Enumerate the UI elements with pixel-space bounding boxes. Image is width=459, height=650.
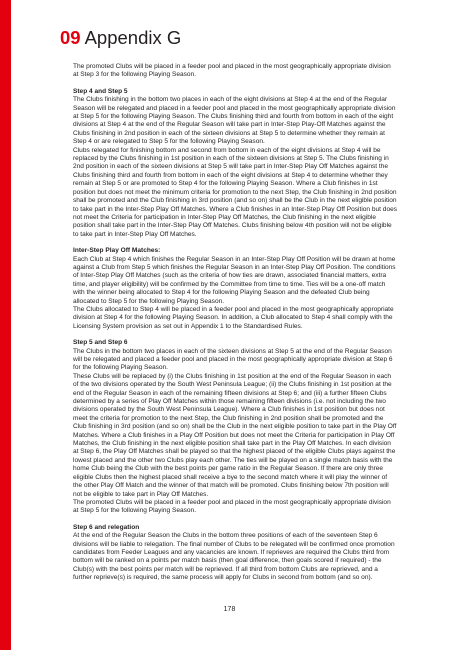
paragraph: At the end of the Regular Season the Clubs in the bottom three positions of each of the seventeen Step 6 divisions will be liable to relegation. The final number of Clubs to be relegated will be confirmed once promotion candidates from Feeder Leagues and any vacancies are known. If reprieves are required the Clubs third from bottom will be ranked on a points per match basis (then goal difference, then goals scored if required) - the Club(s) with the best points per match will be reprieved. If all third from bottom Clubs are reprieved, and a further reprieve(s) is required, the same process will apply for Clubs in second from bottom (and so on). xyxy=(73,532,395,582)
section-heading-step6-relegation: Step 6 and relegation xyxy=(73,523,140,531)
section-heading-step4-step5: Step 4 and Step 5 xyxy=(73,87,128,95)
document-body xyxy=(73,63,397,583)
paragraph: The Clubs in the bottom two places in each of the sixteen divisions at Step 5 at the end of the Regular Season will be relegated and placed a feeder pool and placed in the most geographically appropriate division at Step 6 for the following Playing Season. xyxy=(73,347,393,372)
page-number: 178 xyxy=(223,606,236,613)
section-heading-inter-step-play-off: Inter-Step Play Off Matches: xyxy=(73,247,161,255)
paragraph: Each Club at Step 4 which finishes the Regular Season in an Inter-Step Play Off Position will be drawn at home against a Club from Step 5 which finishes the Regular Season in an Inter-Step Play Off Position. The conditions of Inter-Step Play Off Matches (such as the criteria of how ties are drawn, associated financial matters, extra time, and player eligibility) will be confirmed by the Committee from time to time. Ties will be a one-off match with the winner being allocated to Step 4 for the following Playing Season and the defeated Club being allocated to Step 5 for the following Playing Season. xyxy=(73,255,396,305)
appendix-number: 09 xyxy=(60,27,81,48)
section-heading-step5-step6: Step 5 and Step 6 xyxy=(73,339,128,347)
page-title xyxy=(60,27,181,49)
paragraph: The promoted Clubs will be placed in a feeder pool and placed in the most geographically appropriate division at Step 5 for the following Playing Season. xyxy=(73,498,391,515)
appendix-title: Appendix G xyxy=(84,27,182,48)
paragraph: These Clubs will be replaced by (i) the Clubs finishing in 1st position at the end of the Regular Season in each of the two divisions operated by the South West Peninsula League; (ii) the Clubs finishing in 1st position at the end of the Regular Season in each of the remaining fifteen divisions at Step 6; and (iii) a further fifteen Clubs determined by a series of Play Off Matches within those remaining fifteen divisions (i.e. not including the two divisions operated by the South West Peninsula League). Where a Club finishes in 1st position but does not meet the criteria for promotion to the next Step, the Club finishing in 2nd position shall be promoted and the Club finishing in 3rd position (and so on) shall be the Club in the next eligible position to take part in the Play Off Matches. Where a Club finishes in a Play Off Position but does not meet the Criteria for participation in Play Off Matches, the Club finishing in the next eligible position shall take part in the Play Off Matches. In each division at Step 6, the Play Off Matches shall be played so that the highest placed of the eligible Clubs plays against the lowest placed and the other two Clubs play each other. The ties will be played on a single match basis with the home Club being the Club with the best points per game ratio in the Regular Season. If there are only three eligible Clubs then the highest placed shall receive a bye to the second match where it will play the winner of the other Play Off Match and the winner of that match will be promoted. Clubs finishing below 7th position will not be eligible to take part in Play Off Matches. xyxy=(73,372,397,498)
intro-paragraph: The promoted Clubs will be placed in a feeder pool and placed in the most geographically appropriate division at Step 3 for the following Playing Season. xyxy=(73,63,391,79)
red-edge-bar xyxy=(0,0,11,650)
paragraph: The Clubs finishing in the bottom two places in each of the eight divisions at Step 4 at the end of the Regular Season will be relegated and placed in a feeder pool and placed in the most geographically appropriate division at Step 5 for the following Playing Season. The Clubs finishing third and fourth from bottom in each of the eight divisions at Step 4 at the end of the Regular Season will take part in Inter-Step Play-Off Matches against the Clubs finishing in 2nd position in each of the sixteen divisions at Step 5 to determine whether they remain at Step 4 or are relegated to Step 5 for the following Playing Season. xyxy=(73,96,396,146)
paragraph: Clubs relegated for finishing bottom and second from bottom in each of the eight divisions at Step 4 will be replaced by the Clubs finishing in 1st position in each of the sixteen divisions at Step 5. The Clubs finishing in 2nd position in each of the sixteen divisions at Step 5 will take part in Inter-Step Play Off Matches against the Clubs finishing third and fourth from bottom in each of the eight divisions at Step 4 to determine whether they remain at Step 5 or are promoted to Step 4 for the following Playing Season. Where a Club finishes in 1st position but does not meet the minimum criteria for promotion to the next Step, the Club finishing in 2nd position shall be promoted and the Club finishing in 3rd position (and so on) shall be the Club in the next eligible position to take part in the Inter-Step Play Off Matches. Where a Club finishes in an Inter-Step Play Off Position but does not meet the Criteria for participation in Inter-Step Play Off Matches, the Club finishing in the next eligible position shall take part in the Inter-Step Play Off Matches. Clubs finishing below 4th position will not be eligible to take part in Inter-Step Play Off Matches. xyxy=(73,146,397,238)
paragraph: The Clubs allocated to Step 4 will be placed in a feeder pool and placed in the most geographically appropriate division at Step 4 for the following Playing Season. In addition, a Club allocated to Step 4 shall comply with the Licensing System provision as set out in Appendix 1 to the Standardised Rules. xyxy=(73,305,394,330)
